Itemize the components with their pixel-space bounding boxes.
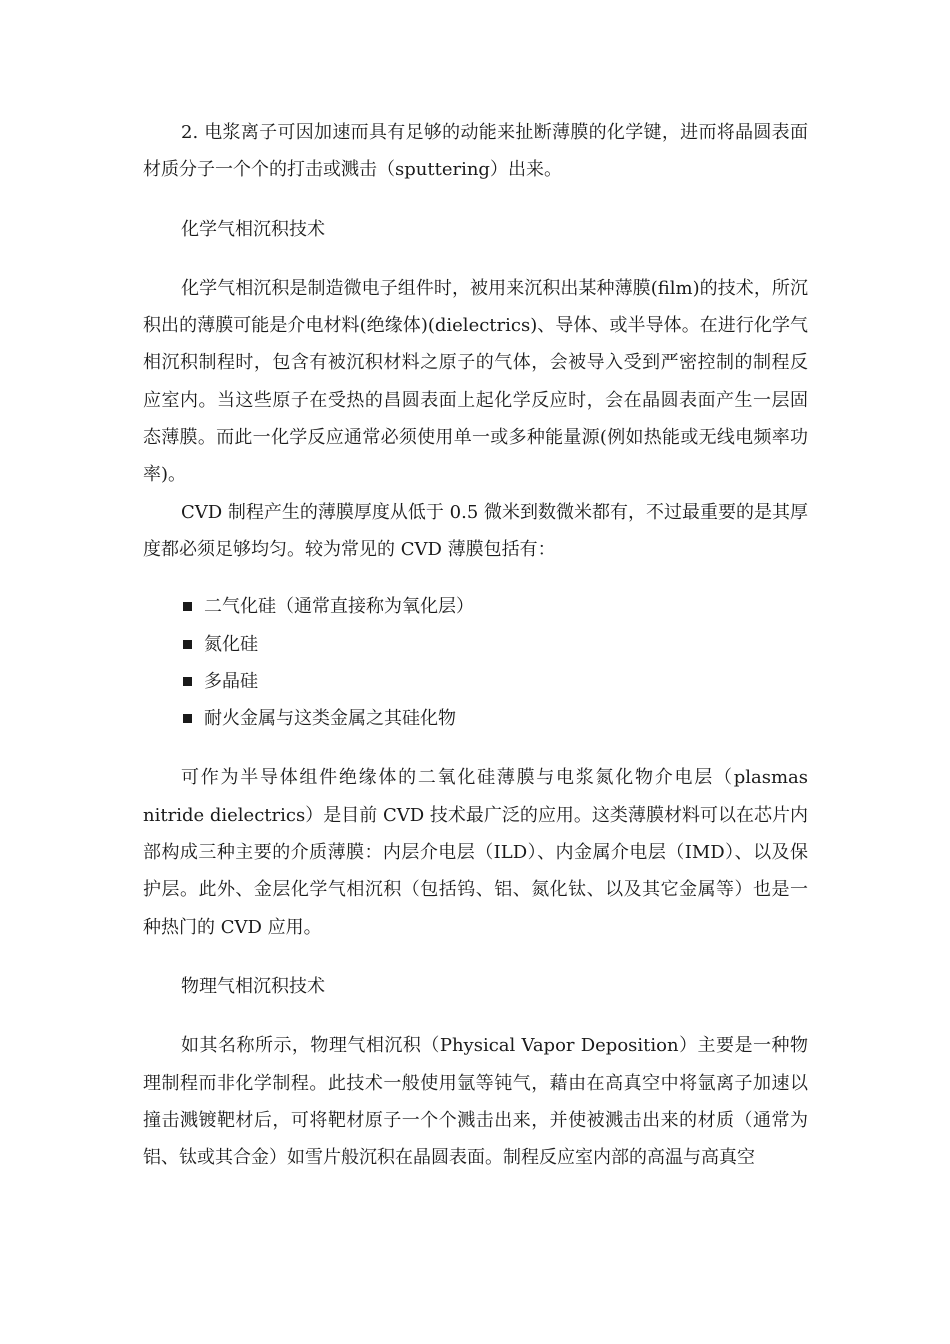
paragraph-pvd-intro: 如其名称所示，物理气相沉积（Physical Vapor Deposition）主要是一种物理制程而非化学制程。此技术一般使用氩等钝气，藉由在高真空中将氩离子加速以撞击溅镀靶材后，可将靶材原子一个个溅击出来，并使被溅击出来的材质（通常为铝、钛或其合金）如雪片般沉积在晶圆表面。制程反应室内部的高温与高真空: [143, 1035, 808, 1169]
list-item-text: 耐火金属与这类金属之其硅化物: [204, 708, 456, 730]
list-item-text: 二气化硅（通常直接称为氧化层）: [204, 596, 474, 618]
list-item: [183, 700, 808, 737]
paragraph-cvd-intro: 化学气相沉积是制造微电子组件时，被用来沉积出某种薄膜(film)的技术，所沉积出的薄膜可能是介电材料(绝缘体)(dielectrics)、导体、或半导体。在进行化学气相沉积制程时，包含有被沉积材料之原子的气体，会被导入受到严密控制的制程反应室内。当这些原子在受热的昌圆表面上起化学反应时，会在晶圆表面产生一层固态薄膜。而此一化学反应通常必须使用单一或多种能量源(例如热能或无线电频率功率)。: [143, 277, 808, 486]
bullet-square-icon: [183, 640, 192, 649]
list-item-text: 多晶硅: [204, 670, 258, 692]
list-item: [183, 663, 808, 700]
bullet-square-icon: [183, 714, 192, 723]
bullet-square-icon: [183, 602, 192, 611]
list-item-text: 氮化硅: [204, 633, 258, 655]
paragraph-cvd-applications: 可作为半导体组件绝缘体的二氧化硅薄膜与电浆氮化物介电层（plasmas nitride dielectrics）是目前 CVD 技术最广泛的应用。这类薄膜材料可以在芯片内部构成三种主要的介质薄膜：内层介电层（ILD）、内金属介电层（IMD）、以及保护层。此外、金层化学气相沉积（包括钨、铝、氮化钛、以及其它金属等）也是一种热门的 CVD 应用。: [143, 767, 808, 938]
document-page: [143, 114, 808, 1176]
paragraph-sputtering: 2. 电浆离子可因加速而具有足够的动能来扯断薄膜的化学键，进而将晶圆表面材质分子一个个的打击或溅击（sputtering）出来。: [143, 122, 808, 181]
list-item: [183, 626, 808, 663]
cvd-film-list: [143, 588, 808, 737]
paragraph-cvd-thickness: CVD 制程产生的薄膜厚度从低于 0.5 微米到数微米都有，不过最重要的是其厚度都必须足够均匀。较为常见的 CVD 薄膜包括有：: [143, 501, 808, 560]
section-heading-pvd: 物理气相沉积技术: [181, 975, 325, 997]
bullet-square-icon: [183, 677, 192, 686]
list-item: [183, 588, 808, 625]
section-heading-cvd: 化学气相沉积技术: [181, 218, 325, 240]
